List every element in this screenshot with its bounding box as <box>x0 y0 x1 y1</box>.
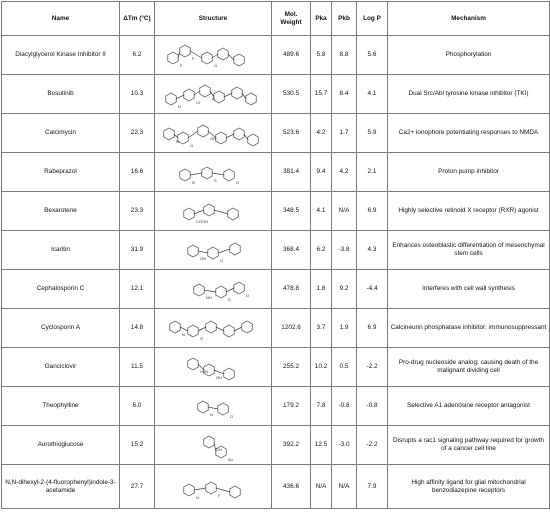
bond-line <box>212 54 218 58</box>
ring-shape <box>230 243 240 255</box>
mol-weight-value: 368.4 <box>272 231 311 270</box>
table-body <box>2 36 550 509</box>
ring-shape <box>194 284 204 296</box>
delta-tm-value: 16.6 <box>120 153 155 192</box>
structure-drawing <box>155 75 272 114</box>
logp-value: 4.1 <box>357 75 388 114</box>
bond-line <box>194 210 204 214</box>
pka-value: N/A <box>311 465 332 509</box>
molecule-sketch <box>159 116 267 150</box>
bond-line <box>176 95 184 99</box>
atom-label: H2N <box>200 369 209 374</box>
atom-label: F <box>180 63 183 68</box>
pkb-value: 1.7 <box>332 114 357 153</box>
structure-drawing <box>155 270 272 309</box>
ring-shape <box>204 436 214 448</box>
ring-shape <box>184 89 194 101</box>
structure-drawing <box>155 309 272 348</box>
pka-value: 4.1 <box>311 192 332 231</box>
compound-name: Calcimycin <box>2 114 120 153</box>
mechanism-text: High affinity ligand for glial mitochondrial benzodiazepine receptors <box>388 465 550 509</box>
bond-line <box>180 327 188 331</box>
bond-line <box>218 249 230 253</box>
pkb-value: 8.4 <box>332 75 357 114</box>
atom-label: N <box>210 412 213 417</box>
table-row <box>2 36 550 75</box>
atom-label: N <box>176 139 179 144</box>
atom-label: Cl <box>196 100 200 105</box>
header-pkb: Pkb <box>332 2 357 36</box>
ring-shape <box>188 325 198 337</box>
structure-drawing <box>155 465 272 509</box>
logp-value: 6.9 <box>357 309 388 348</box>
delta-tm-value: 22.3 <box>120 114 155 153</box>
pka-value: 6.2 <box>311 231 332 270</box>
ring-shape <box>248 134 258 146</box>
atom-label: COOH <box>196 219 208 224</box>
compound-name: Bexarotene <box>2 192 120 231</box>
atom-label: OH <box>200 256 206 261</box>
header-mechanism: Mechanism <box>388 2 550 36</box>
structure-drawing <box>155 426 272 465</box>
pka-value: 12.5 <box>311 426 332 465</box>
logp-value: 7.9 <box>357 465 388 509</box>
atom-label: O <box>190 143 194 148</box>
molecule-sketch <box>159 350 267 384</box>
compound-name: Theophylline <box>2 387 120 426</box>
header-name: Name <box>2 2 120 36</box>
ring-shape <box>216 132 226 144</box>
ring-shape <box>230 486 240 498</box>
table-row <box>2 348 550 387</box>
ring-shape <box>224 169 234 181</box>
compound-name: Icaritin <box>2 231 120 270</box>
delta-tm-value: 23.3 <box>120 192 155 231</box>
pkb-value: N/A <box>332 465 357 509</box>
atom-label: N <box>192 180 195 185</box>
table-row <box>2 426 550 465</box>
atom-label: NH <box>206 295 212 300</box>
atom-label: O <box>230 414 234 419</box>
logp-value: 4.3 <box>357 231 388 270</box>
ring-shape <box>206 321 216 333</box>
ring-shape <box>164 128 174 140</box>
atom-label: O <box>246 293 250 298</box>
logp-value: 2.1 <box>357 153 388 192</box>
mechanism-text: Pro-drug nucleoside analog; causing death of the malignant dividing cell <box>388 348 550 387</box>
ring-shape <box>180 169 190 181</box>
molecule-sketch <box>159 77 267 111</box>
bond-line <box>214 210 228 214</box>
pkb-value: 4.2 <box>332 153 357 192</box>
mol-weight-value: 179.2 <box>272 387 311 426</box>
pka-value: 15.7 <box>311 75 332 114</box>
ring-shape <box>234 128 244 140</box>
table-row <box>2 387 550 426</box>
mechanism-text: Interferes with cell wall synthesis <box>388 270 550 309</box>
bond-line <box>204 290 216 292</box>
logp-value: 5.9 <box>357 114 388 153</box>
delta-tm-value: 12.1 <box>120 270 155 309</box>
delta-tm-value: 15.2 <box>120 426 155 465</box>
molecule-sketch <box>159 311 267 345</box>
mechanism-text: Phosphorylation <box>388 36 550 75</box>
pkb-value: 9.2 <box>332 270 357 309</box>
bond-line <box>194 91 200 95</box>
bond-line <box>244 134 248 140</box>
header-logp: Log P <box>357 2 388 36</box>
delta-tm-value: 6.0 <box>120 387 155 426</box>
delta-tm-value: 6.2 <box>120 36 155 75</box>
ring-shape <box>214 91 224 103</box>
ring-shape <box>178 132 188 144</box>
atom-label: O <box>212 96 216 101</box>
header-row <box>2 2 550 36</box>
mol-weight-value: 489.6 <box>272 36 311 75</box>
compound-name: Ganciclovir <box>2 348 120 387</box>
atom-label: O <box>200 336 204 341</box>
bond-line <box>226 134 234 138</box>
molecule-sketch <box>159 155 267 189</box>
pka-value: 5.8 <box>311 36 332 75</box>
compound-name: Cephalosporin C <box>2 270 120 309</box>
ring-shape <box>208 247 218 259</box>
pka-value: 4.2 <box>311 114 332 153</box>
bond-line <box>242 93 246 99</box>
delta-tm-value: 14.8 <box>120 309 155 348</box>
mechanism-text: Ca2+ ionophore potentiating responses to NMDA <box>388 114 550 153</box>
mol-weight-value: 436.6 <box>272 465 311 509</box>
logp-value: -2.2 <box>357 348 388 387</box>
delta-tm-value: 31.9 <box>120 231 155 270</box>
ring-shape <box>216 286 226 298</box>
atom-label: N <box>182 332 185 337</box>
mol-weight-value: 478.8 <box>272 270 311 309</box>
bond-line <box>198 327 206 331</box>
molecule-sketch <box>159 233 267 267</box>
structure-drawing <box>155 348 272 387</box>
header-delta-tm: ΔTm (°C) <box>120 2 155 36</box>
bond-line <box>228 54 234 60</box>
ring-shape <box>166 93 176 105</box>
bond-line <box>174 134 178 138</box>
compound-name: Diacylglycerol Kinase Inhibitor II <box>2 36 120 75</box>
mechanism-text: Dual Src/Abl tyrosine kinase inhibitor (TKI) <box>388 75 550 114</box>
molecule-sketch <box>159 194 267 228</box>
header-pka: Pka <box>311 2 332 36</box>
table-row <box>2 465 550 509</box>
table-row <box>2 231 550 270</box>
ring-shape <box>200 85 210 97</box>
table-row <box>2 192 550 231</box>
compound-name: Rabeprazol <box>2 153 120 192</box>
pka-value: 7.8 <box>311 387 332 426</box>
table-row <box>2 309 550 348</box>
bond-line <box>226 288 234 292</box>
ring-shape <box>228 208 238 220</box>
molecule-sketch <box>159 470 267 504</box>
logp-value: 6.9 <box>357 192 388 231</box>
ring-shape <box>168 52 178 64</box>
bond-line <box>214 370 224 374</box>
bond-line <box>212 173 224 175</box>
pkb-value: N/A <box>332 192 357 231</box>
atom-label: OH <box>216 447 222 452</box>
structure-drawing <box>155 192 272 231</box>
atom-label: N <box>196 494 199 500</box>
ring-shape <box>202 167 212 179</box>
ring-shape <box>242 321 252 333</box>
pka-value: 9.4 <box>311 153 332 192</box>
logp-value: 5.6 <box>357 36 388 75</box>
delta-tm-value: 11.5 <box>120 348 155 387</box>
mol-weight-value: 255.2 <box>272 348 311 387</box>
mechanism-text: Enhances osteoblastic differentiation of mesenchymal stem cells <box>388 231 550 270</box>
logp-value: -4.4 <box>357 270 388 309</box>
pkb-value: 0.5 <box>332 348 357 387</box>
atom-label: O <box>236 180 240 185</box>
molecule-sketch <box>159 38 267 72</box>
bond-line <box>216 488 230 492</box>
bond-line <box>216 327 224 331</box>
ring-shape <box>204 204 214 216</box>
bond-line <box>188 131 198 138</box>
atom-label: S <box>214 178 217 183</box>
atom-label: F <box>218 492 221 498</box>
ring-shape <box>180 45 190 57</box>
ring-shape <box>184 484 194 496</box>
mol-weight-value: 381.4 <box>272 153 311 192</box>
ring-shape <box>218 48 228 60</box>
structure-drawing <box>155 114 272 153</box>
compound-table <box>1 1 550 509</box>
atom-label: O <box>220 258 224 263</box>
ring-shape <box>188 358 198 370</box>
table-row <box>2 114 550 153</box>
ring-shape <box>232 87 242 99</box>
pkb-value: 8.8 <box>332 36 357 75</box>
mechanism-text: Highly selective retinoid X receptor (RXR) agonist <box>388 192 550 231</box>
atom-label: S <box>228 297 231 302</box>
molecule-sketch <box>159 389 267 423</box>
atom-label: OH <box>216 375 222 380</box>
atom-label: OH <box>210 136 216 141</box>
table-row <box>2 153 550 192</box>
structure-drawing <box>155 387 272 426</box>
compound-name: Bosutinib <box>2 75 120 114</box>
table-row <box>2 270 550 309</box>
pka-value: 1.8 <box>311 270 332 309</box>
atom-label: O <box>214 63 218 68</box>
delta-tm-value: 10.3 <box>120 75 155 114</box>
logp-value: -2.2 <box>357 426 388 465</box>
mechanism-text: Proton pump inhibitor <box>388 153 550 192</box>
table-row <box>2 75 550 114</box>
mol-weight-value: 348.5 <box>272 192 311 231</box>
ring-shape <box>170 321 180 333</box>
header-structure: Structure <box>155 2 272 36</box>
mechanism-text: Selective A1 adenosine receptor antagonist <box>388 387 550 426</box>
pkb-value: -3.8 <box>332 231 357 270</box>
structure-drawing <box>155 153 272 192</box>
structure-drawing <box>155 231 272 270</box>
bond-line <box>198 251 208 253</box>
molecule-sketch <box>159 272 267 306</box>
mol-weight-value: 392.2 <box>272 426 311 465</box>
mol-weight-value: 1202.6 <box>272 309 311 348</box>
bond-line <box>190 173 202 175</box>
ring-shape <box>202 52 212 64</box>
structure-drawing <box>155 36 272 75</box>
ring-shape <box>234 54 244 66</box>
ring-shape <box>246 93 256 105</box>
bond-line <box>194 488 206 490</box>
ring-shape <box>206 482 216 494</box>
header-mol-weight: Mol. Weight <box>272 2 311 36</box>
bond-line <box>208 407 218 409</box>
ring-shape <box>188 245 198 257</box>
atom-label: F <box>192 56 195 61</box>
bond-line <box>178 51 180 58</box>
ring-shape <box>184 208 194 220</box>
ring-shape <box>234 282 244 294</box>
bond-line <box>234 327 242 331</box>
mechanism-text: Disrupts a rac1 signaling pathway required for growth of a cancer cell line <box>388 426 550 465</box>
molecule-sketch <box>159 428 267 462</box>
pkb-value: 1.9 <box>332 309 357 348</box>
mol-weight-value: 523.6 <box>272 114 311 153</box>
ring-shape <box>198 401 208 413</box>
bond-line <box>224 93 232 97</box>
ring-shape <box>218 403 228 415</box>
compound-name: N,N-dihexyl-2-(4-fluorophenyl)indole-3-acetamide <box>2 465 120 509</box>
mol-weight-value: 530.5 <box>272 75 311 114</box>
atom-label: Au <box>228 457 233 462</box>
logp-value: -0.8 <box>357 387 388 426</box>
atom-label: N <box>178 104 181 109</box>
compound-name: Aurothioglucose <box>2 426 120 465</box>
pka-value: 3.7 <box>311 309 332 348</box>
mechanism-text: Calcineurin phosphatase inhibitor; immunosuppressant <box>388 309 550 348</box>
pkb-value: -3.0 <box>332 426 357 465</box>
ring-shape <box>198 125 208 137</box>
delta-tm-value: 27.7 <box>120 465 155 509</box>
compound-name: Cyclosporin A <box>2 309 120 348</box>
pkb-value: -0.8 <box>332 387 357 426</box>
ring-shape <box>224 368 234 380</box>
ring-shape <box>224 325 234 337</box>
pka-value: 10.2 <box>311 348 332 387</box>
